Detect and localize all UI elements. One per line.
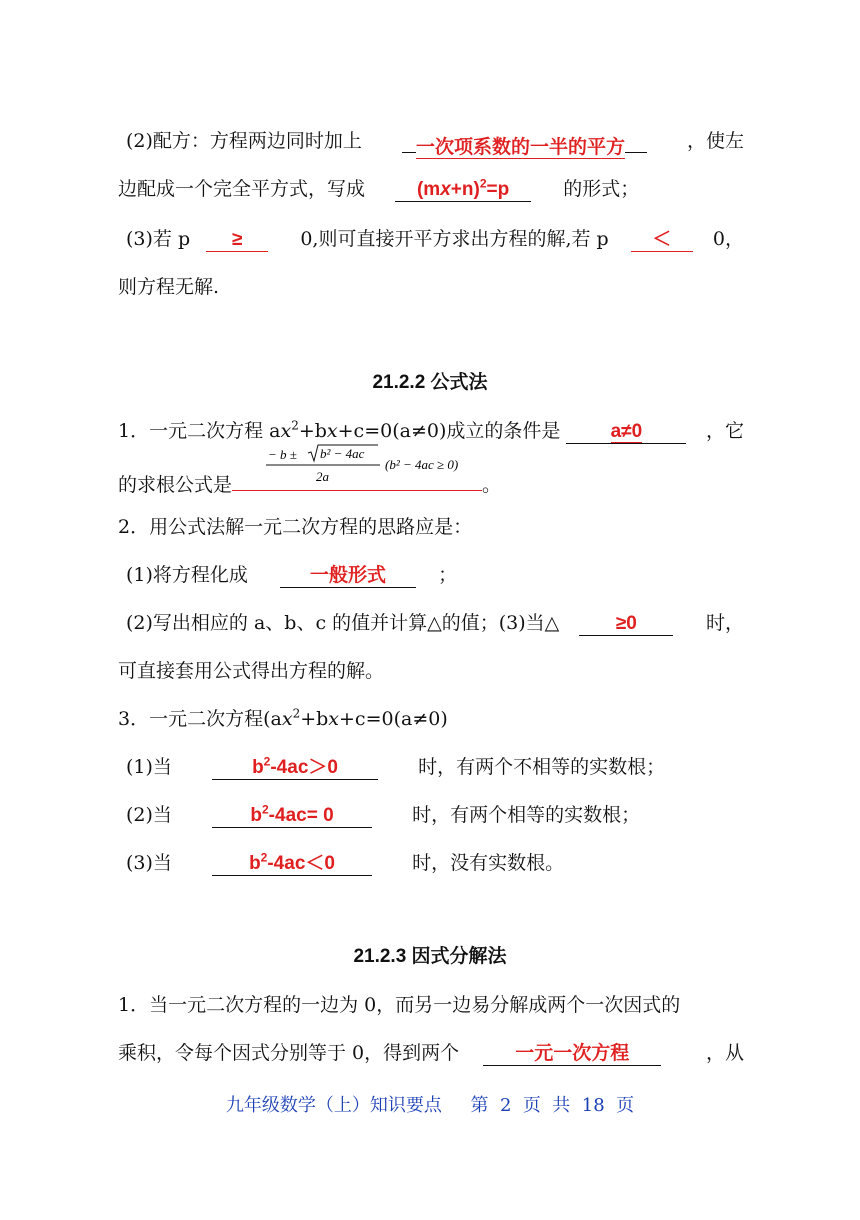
blank-underline bbox=[402, 128, 416, 153]
text-segment: ，使左 bbox=[686, 130, 744, 152]
text-segment: 0,则可直接开平方求出方程的解,若 p bbox=[300, 228, 609, 250]
answer-blank bbox=[579, 611, 673, 636]
answer-blank bbox=[212, 755, 378, 780]
section-heading: 21.2.3 因式分解法 bbox=[353, 946, 507, 967]
text-line: 乘积，令每个因式分别等于 0，得到两个 一元一次方程 ，从 bbox=[118, 1042, 744, 1064]
answer-text: $b^2-4ac>0$ bbox=[252, 754, 338, 778]
text-line: (2)写出相应的 a、b、c 的值并计算△的值；(3)当△ ≥0 时， bbox=[126, 612, 744, 634]
answer-text: 一元一次方程 bbox=[515, 1043, 630, 1064]
text-line: 1．当一元二次方程的一边为 0，而另一边易分解成两个一次因式的 bbox=[118, 994, 681, 1016]
blank-underline bbox=[625, 128, 647, 153]
answer-blank bbox=[212, 803, 372, 828]
text-segment: 0， bbox=[712, 228, 744, 250]
text-line: (1)将方程化成 一般形式 ； bbox=[126, 564, 458, 586]
answer-text: ＜ bbox=[652, 229, 672, 250]
text-line bbox=[126, 226, 744, 252]
answer-text: $b^2-4ac<0$ bbox=[249, 850, 335, 874]
text-segment: ，它 bbox=[705, 420, 744, 442]
answer-text: ≥ bbox=[232, 229, 243, 250]
answer-text: ≥0 bbox=[615, 613, 637, 634]
answer-text: $(mx+n)^2=p$ bbox=[416, 176, 510, 200]
text-line: 则方程无解. bbox=[118, 276, 220, 298]
answer-blank bbox=[212, 851, 372, 876]
answer-text: $b^2-4ac= 0$ bbox=[250, 802, 334, 826]
text-line: (2)当 $b^2-4ac= 0$ 时，有两个相等的实数根； bbox=[126, 802, 641, 826]
section-heading: 21.2.2 公式法 bbox=[372, 372, 488, 393]
answer-text: 一次项系数的一半的平方 bbox=[415, 137, 625, 158]
text-line bbox=[118, 176, 744, 202]
text-line: (3)当 $b^2-4ac<0$ 时，没有实数根。 bbox=[126, 850, 565, 874]
answer-blank bbox=[280, 563, 416, 588]
answer-text: 一般形式 bbox=[310, 565, 387, 586]
text-segment: 边配成一个完全平方式，写成 bbox=[118, 178, 366, 200]
formula-graphic bbox=[248, 444, 494, 484]
formula-radicand: b² − 4ac bbox=[320, 446, 365, 461]
formula-condition: (b² − 4ac ≥ 0) bbox=[385, 457, 459, 472]
answer-blank bbox=[395, 177, 531, 202]
answer-blank bbox=[483, 1041, 661, 1066]
text-line: 1．一元二次方程 $ax^2+bx+c=0(a\ne 0)$成立的条件是 a≠0 ，它 bbox=[118, 418, 744, 442]
formula-numerator-lead: − b ± bbox=[268, 447, 297, 462]
quadratic-formula bbox=[248, 444, 494, 484]
text-line: 可直接套用公式得出方程的解。 bbox=[118, 660, 385, 682]
text-line: (1)当 $b^2-4ac>0$ 时，有两个不相等的实数根； bbox=[126, 754, 666, 778]
answer-text: a≠0 bbox=[610, 421, 643, 442]
text-line: 2．用公式法解一元二次方程的思路应是： bbox=[118, 516, 473, 538]
text-line: 3．一元二次方程($ax^2+bx+c=0(a\ne 0)$ bbox=[118, 706, 448, 730]
answer-blank bbox=[206, 227, 268, 252]
text-segment: 的形式； bbox=[563, 178, 640, 200]
text-line bbox=[126, 128, 744, 161]
text-segment: (3)若 p bbox=[126, 228, 191, 250]
text-segment: (2)配方：方程两边同时加上 bbox=[126, 130, 362, 152]
text-segment: 的求根公式是 bbox=[118, 474, 233, 496]
page-footer: 九年级数学（上）知识要点 第 2 页 共 18 页 bbox=[225, 1095, 635, 1116]
text-segment: 。 bbox=[482, 474, 502, 496]
formula-denominator: 2a bbox=[316, 469, 329, 484]
answer-blank bbox=[631, 227, 693, 252]
answer-blank bbox=[566, 419, 686, 444]
